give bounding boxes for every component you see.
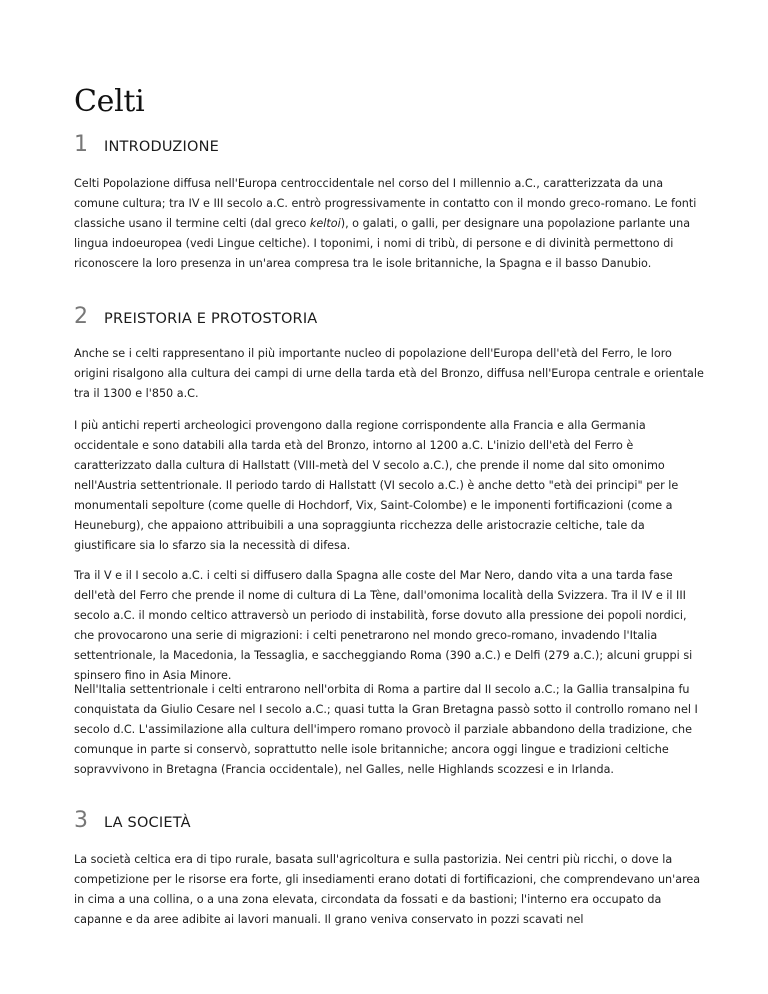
italic-term: keltoi	[309, 217, 341, 230]
paragraph: Nell'Italia settentrionale i celti entrarono nell'orbita di Roma a partire dal II secolo a.C.; la Gallia transalpina fu conquistata da Giulio Cesare nel I secolo a.C.; quasi tutta la Gran Bretagna passò sotto il controllo romano nel I secolo d.C. L'assimilazione alla cultura dell'impero romano provocò il parziale abbandono della tradizione, che comunque in parte si conservò, soprattutto nelle isole britanniche; ancora oggi lingue e tradizioni celtiche sopravvivono in Bretagna (Francia occidentale), nel Galles, nelle Highlands scozzesi e in Irlanda.	[74, 683, 698, 776]
paragraph: Tra il V e il I secolo a.C. i celti si diffusero dalla Spagna alle coste del Mar Nero, dando vita a una tarda fase dell'età del Ferro che prende il nome di cultura di La Tène, dall'omonima località della Svizzera. Tra il IV e il III secolo a.C. il mondo celtico attraversò un periodo di instabilità, forse dovuto alla pressione dei popoli nordici, che provocarono una serie di migrazioni: i celti penetrarono nel mondo greco-romano, invadendo l'Italia settentrionale, la Macedonia, la Tessaglia, e saccheggiando Roma (390 a.C.) e Delfi (279 a.C.); alcuni gruppi si spinsero fino in Asia Minore.	[74, 569, 693, 682]
text-run: ), o galati, o galli, per designare una popolazione parlante una lingua indoeuropea (vedi Lingue celtiche). I toponimi, i nomi di tribù, di persone e di divinità permettono di riconoscere la loro presenza in un'area compresa tra le isole britanniche, la Spagna e il basso Danubio.	[74, 217, 691, 270]
section-number: 1	[74, 132, 88, 157]
section-heading-introduzione	[74, 132, 219, 157]
document-title: Celti	[74, 84, 145, 119]
section-heading-societa	[74, 808, 191, 833]
paragraph: La società celtica era di tipo rurale, basata sull'agricoltura e sulla pastorizia. Nei centri più ricchi, o dove la competizione per le risorse era forte, gli insediamenti erano dotati di fortificazioni, che comprendevano un'area in cima a una collina, o a una zona elevata, circondata da fossati e da bastioni; l'interno era occupato da capanne e da aree adibite ai lavori manuali. Il grano veniva conservato in pozzi scavati nel	[74, 853, 701, 926]
section-number: 3	[74, 808, 88, 833]
section-title: PREISTORIA E PROTOSTORIA	[104, 311, 318, 327]
section-number: 2	[74, 304, 88, 329]
section-heading-preistoria	[74, 304, 317, 329]
section-title: LA SOCIETÀ	[104, 815, 191, 831]
paragraph: I più antichi reperti archeologici provengono dalla regione corrispondente alla Francia e alla Germania occidentale e sono databili alla tarda età del Bronzo, intorno al 1200 a.C. L'inizio dell'età del Ferro è caratterizzato dalla cultura di Hallstatt (VIII-metà del V secolo a.C.), che prende il nome dal sito omonimo nell'Austria settentrionale. Il periodo tardo di Hallstatt (VI secolo a.C.) è anche detto "età dei principi" per le monumentali sepolture (come quelle di Hochdorf, Vix, Saint-Colombe) e le imponenti fortificazioni (come a Heuneburg), che appaiono attribuibili a una sopraggiunta ricchezza delle aristocrazie celtiche, tale da giustificare sia lo sfarzo sia la necessità di difesa.	[74, 419, 679, 552]
paragraph	[74, 174, 704, 274]
text-run: Celti Popolazione diffusa nell'Europa centroccidentale nel corso del I millennio a.C., caratterizzata da una comune cultura; tra IV e III secolo a.C. entrò progressivamente in contatto con il mondo greco-romano. Le fonti classiche usano il termine celti (dal greco	[74, 177, 697, 230]
paragraph: Anche se i celti rappresentano il più importante nucleo di popolazione dell'Europa dell'età del Ferro, le loro origini risalgono alla cultura dei campi di urne della tarda età del Bronzo, diffusa nell'Europa centrale e orientale tra il 1300 e l'850 a.C.	[74, 347, 704, 400]
section-title: INTRODUZIONE	[104, 139, 220, 155]
